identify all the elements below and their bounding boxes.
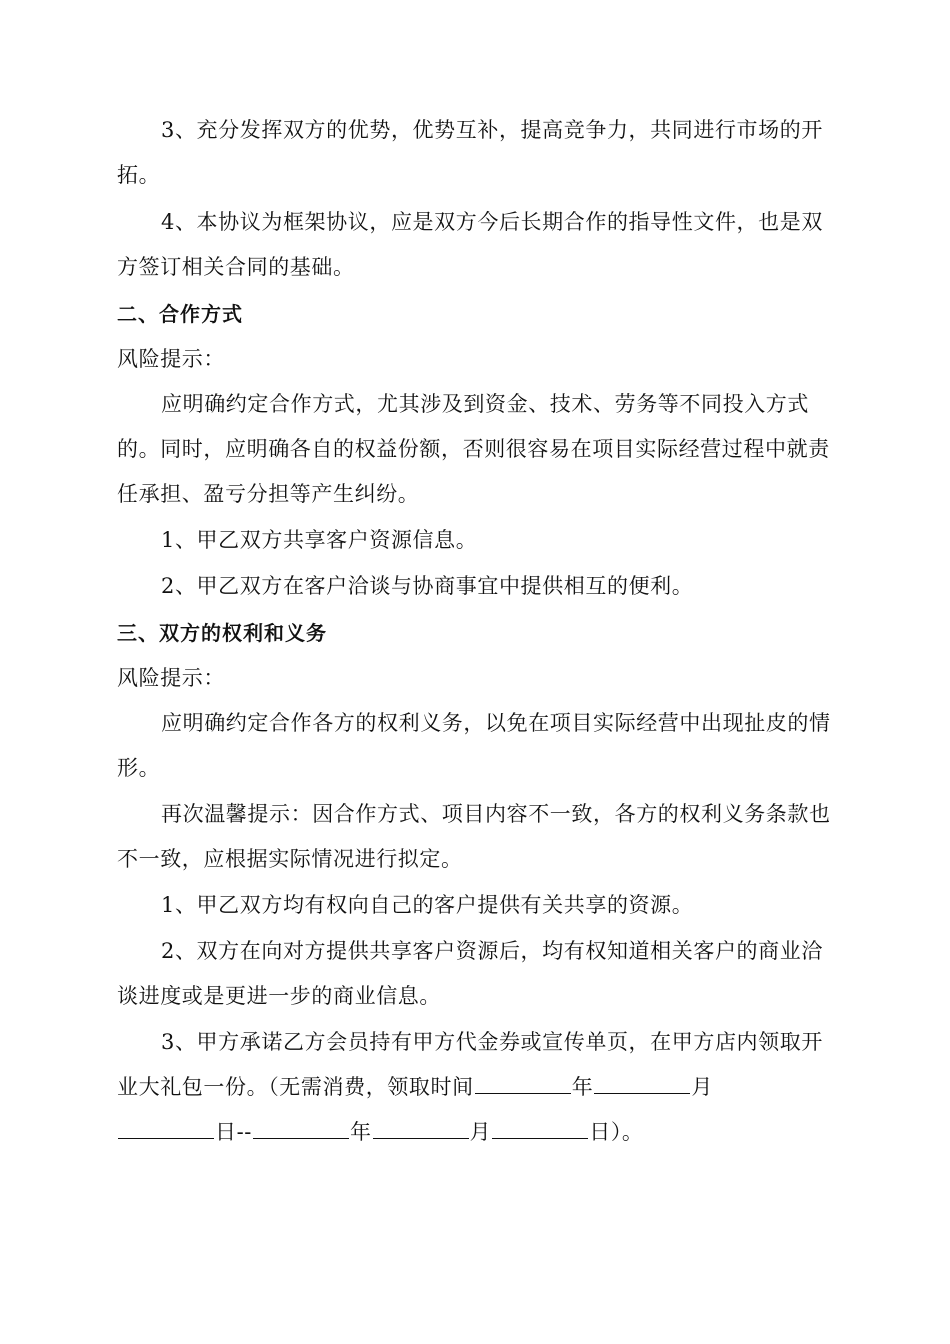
month-label: 月	[469, 1120, 492, 1144]
reminder-text: 再次温馨提示：因合作方式、项目内容不一致，各方的权利义务条款也不一致，应根据实际情况进行拟定。	[117, 802, 831, 871]
day-label: 日--	[215, 1120, 252, 1144]
blank-field-day-start[interactable]	[118, 1137, 214, 1139]
section-heading-rights-obligations: 三、双方的权利和义务	[117, 621, 327, 645]
blank-field-year-end[interactable]	[253, 1137, 349, 1139]
risk-text: 应明确约定合作方式，尤其涉及到资金、技术、劳务等不同投入方式的。同时，应明确各自的权益份额，否则很容易在项目实际经营过程中就责任承担、盈亏分担等产生纠纷。	[117, 392, 830, 506]
risk-label: 风险提示：	[117, 666, 225, 690]
section-heading-cooperation-mode: 二、合作方式	[117, 302, 243, 326]
paragraph-item-4: 4、本协议为框架协议，应是双方今后长期合作的指导性文件，也是双方签订相关合同的基础。	[117, 210, 823, 279]
blank-field-year-start[interactable]	[475, 1092, 571, 1094]
day-label: 日）。	[589, 1120, 644, 1144]
list-item: 2、双方在向对方提供共享客户资源后，均有权知道相关客户的商业洽谈进度或是更进一步的商业信息。	[117, 939, 823, 1008]
blank-field-day-end[interactable]	[492, 1137, 588, 1139]
list-item: 1、甲乙双方共享客户资源信息。	[161, 528, 478, 552]
list-item: 2、甲乙双方在客户洽谈与协商事宜中提供相互的便利。	[161, 574, 694, 598]
blank-field-month-end[interactable]	[373, 1137, 469, 1139]
blank-field-month-start[interactable]	[594, 1092, 690, 1094]
list-item: 1、甲乙双方均有权向自己的客户提供有关共享的资源。	[161, 893, 694, 917]
year-label: 年	[571, 1075, 594, 1099]
risk-text: 应明确约定合作各方的权利义务，以免在项目实际经营中出现扯皮的情形。	[117, 711, 831, 780]
paragraph-item-3: 3、充分发挥双方的优势，优势互补，提高竞争力，共同进行市场的开拓。	[117, 118, 823, 187]
year-label: 年	[350, 1120, 372, 1144]
document-page	[117, 108, 833, 1155]
risk-label: 风险提示：	[117, 347, 225, 371]
list-item-gift-claim	[117, 1020, 833, 1155]
gift-claim-text: 3、甲方承诺乙方会员持有甲方代金券或宣传单页，在甲方店内领取开业大礼包一份。（无需消费，领取时间	[117, 1030, 823, 1099]
month-label: 月	[691, 1075, 713, 1099]
